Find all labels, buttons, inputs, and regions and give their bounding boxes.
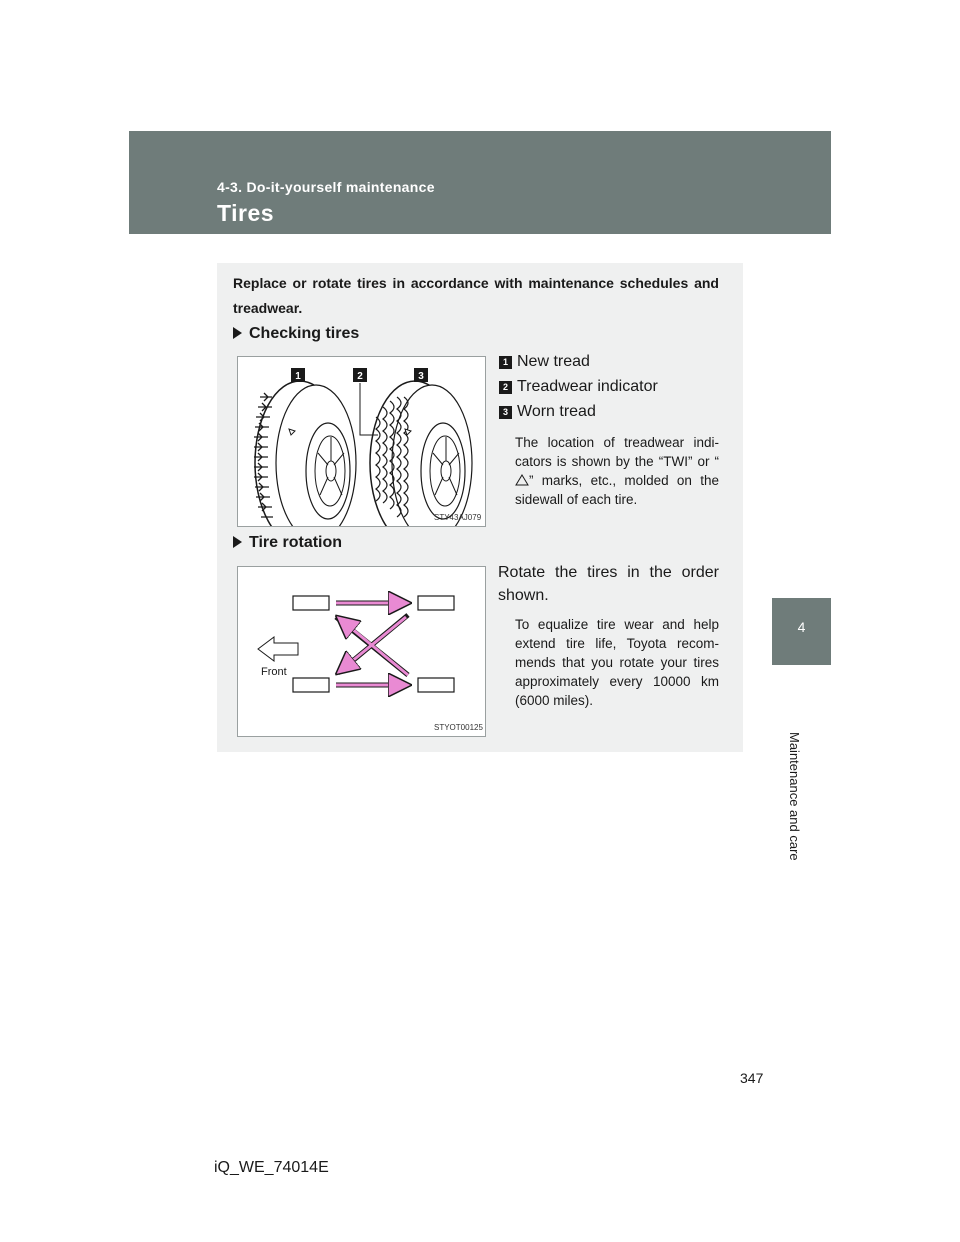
page-title: Tires — [217, 200, 275, 226]
number-badge: 2 — [499, 381, 512, 394]
svg-text:2: 2 — [357, 371, 363, 382]
checking-tires-heading: Checking tires — [233, 325, 359, 343]
intro-text: Replace or rotate tires in accordance with maintenance schedules and treadwear. — [233, 275, 719, 316]
new-tread-tire — [254, 381, 356, 526]
front-arrow-icon — [258, 637, 298, 661]
triangle-mark-icon — [515, 474, 529, 486]
section-label: 4-3. Do-it-yourself maintenance — [217, 179, 435, 195]
rotation-figure — [237, 566, 486, 737]
tire-front-right — [418, 596, 454, 610]
number-badge: 3 — [499, 406, 512, 419]
front-label: Front — [261, 666, 287, 678]
worn-tread-tire — [370, 381, 472, 526]
tire-rear-right — [418, 678, 454, 692]
bullet-icon — [233, 536, 242, 548]
rotation-arrows — [336, 603, 408, 685]
tire-front-left — [293, 596, 329, 610]
svg-text:3: 3 — [418, 371, 424, 382]
legend-item: 1 New tread — [499, 353, 590, 371]
legend-item: 3 Worn tread — [499, 403, 596, 421]
svg-text:1: 1 — [295, 371, 301, 382]
document-code: iQ_WE_74014E — [214, 1159, 329, 1176]
rotation-instruction: Rotate the tires in the order shown. — [498, 564, 719, 604]
content-panel — [217, 263, 743, 752]
rotation-diagram — [238, 567, 485, 736]
rotation-note: To equalize tire wear and help extend tire life, Toyota recom-mends that you rotate your tires approximately every 10000 km (6000 miles). — [515, 617, 719, 708]
figure-code: STY43AJ079 — [434, 513, 482, 522]
section-header — [129, 131, 831, 234]
tire-rear-left — [293, 678, 329, 692]
bullet-icon — [233, 327, 242, 339]
tire-rotation-heading: Tire rotation — [233, 534, 342, 552]
chapter-label: Maintenance and care — [787, 732, 802, 861]
page-number: 347 — [740, 1070, 764, 1086]
legend-item: 2 Treadwear indicator — [499, 378, 658, 396]
treadwear-note: The location of treadwear indi-cators is shown by the “TWI” or “” marks, etc., molded on the sidewall of each tire. — [515, 435, 719, 507]
tread-figure — [237, 356, 486, 527]
chapter-tab: 4 — [772, 598, 831, 665]
tires-illustration — [238, 357, 485, 526]
number-badge: 1 — [499, 356, 512, 369]
figure-code: STYOT00125 — [434, 723, 483, 732]
